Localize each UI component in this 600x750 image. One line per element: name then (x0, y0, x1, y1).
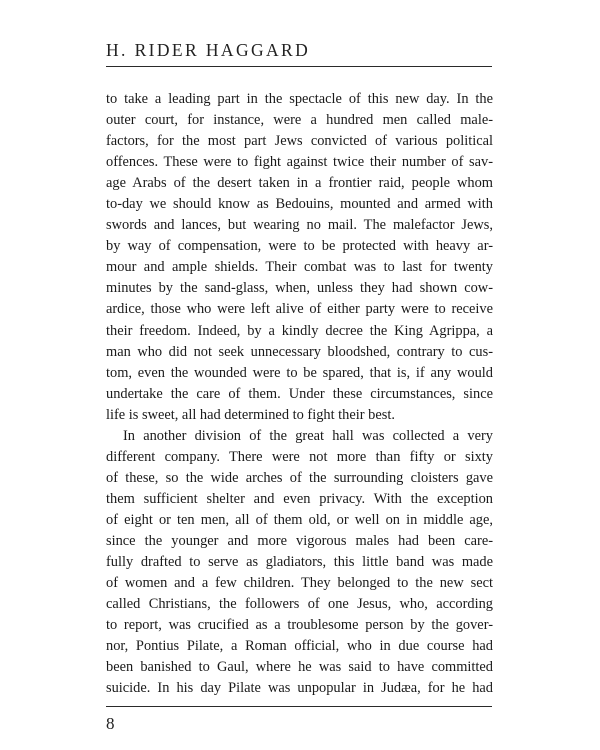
text-line: offences. These were to fight against twice their number of sav- (106, 154, 493, 171)
text-line: since the younger and more vigorous males had been care- (106, 532, 493, 549)
paragraph-start-line: In another division of the great hall was collected a very (123, 427, 493, 444)
text-line: minutes by the sand-glass, when, unless they had shown cow- (106, 280, 493, 297)
header-rule (106, 66, 492, 67)
text-line: different company. There were not more than fifty or sixty (106, 448, 493, 465)
text-line: factors, for the most part Jews convicted of various political (106, 133, 493, 150)
text-line: undertake the care of them. Under these circumstances, since (106, 385, 493, 402)
running-head: H. RIDER HAGGARD (106, 40, 311, 60)
text-line: to take a leading part in the spectacle of this new day. In the (106, 91, 493, 107)
text-line: age Arabs of the desert taken in a frontier raid, people whom (106, 175, 493, 192)
text-line: man who did not seek unnecessary bloodshed, contrary to cus- (106, 343, 493, 360)
text-line: been banished to Gaul, where he was said to have committed (106, 659, 493, 676)
text-line: ardice, those who were left alive of either party were to receive (106, 301, 493, 318)
text-line: tom, even the wounded were to be spared, that is, if any would (106, 364, 493, 381)
text-line: suicide. In his day Pilate was unpopular in Judæa, for he had (106, 680, 493, 697)
text-line: mour and ample shields. Their combat was to last for twenty (106, 259, 493, 276)
text-line: to-day we should know as Bedouins, mounted and armed with (106, 196, 493, 213)
text-line: of these, so the wide arches of the surrounding cloisters gave (106, 469, 493, 486)
page-number: 8 (106, 714, 115, 733)
footer-rule (106, 706, 492, 707)
text-line: fully drafted to serve as gladiators, this little band was made (106, 554, 493, 571)
text-line: by way of compensation, were to be protected with heavy ar- (106, 238, 493, 255)
text-line: swords and lances, but wearing no mail. The malefactor Jews, (106, 217, 493, 234)
text-line: of women and a few children. They belonged to the new sect (106, 575, 493, 592)
text-line: their freedom. Indeed, by a kindly decree the King Agrippa, a (106, 322, 493, 339)
text-line: to report, was crucified as a troublesome person by the gover- (106, 617, 493, 634)
paragraph-end-line: life is sweet, all had determined to fight their best. (106, 406, 395, 423)
text-line: nor, Pontius Pilate, a Roman official, who in due course had (106, 638, 493, 655)
text-line: them sufficient shelter and even privacy. With the exception (106, 490, 493, 507)
text-line: outer court, for instance, were a hundred men called male- (106, 112, 493, 129)
text-line: called Christians, the followers of one Jesus, who, according (106, 596, 493, 613)
text-line: of eight or ten men, all of them old, or well on in middle age, (106, 511, 493, 528)
body-text (106, 89, 493, 699)
